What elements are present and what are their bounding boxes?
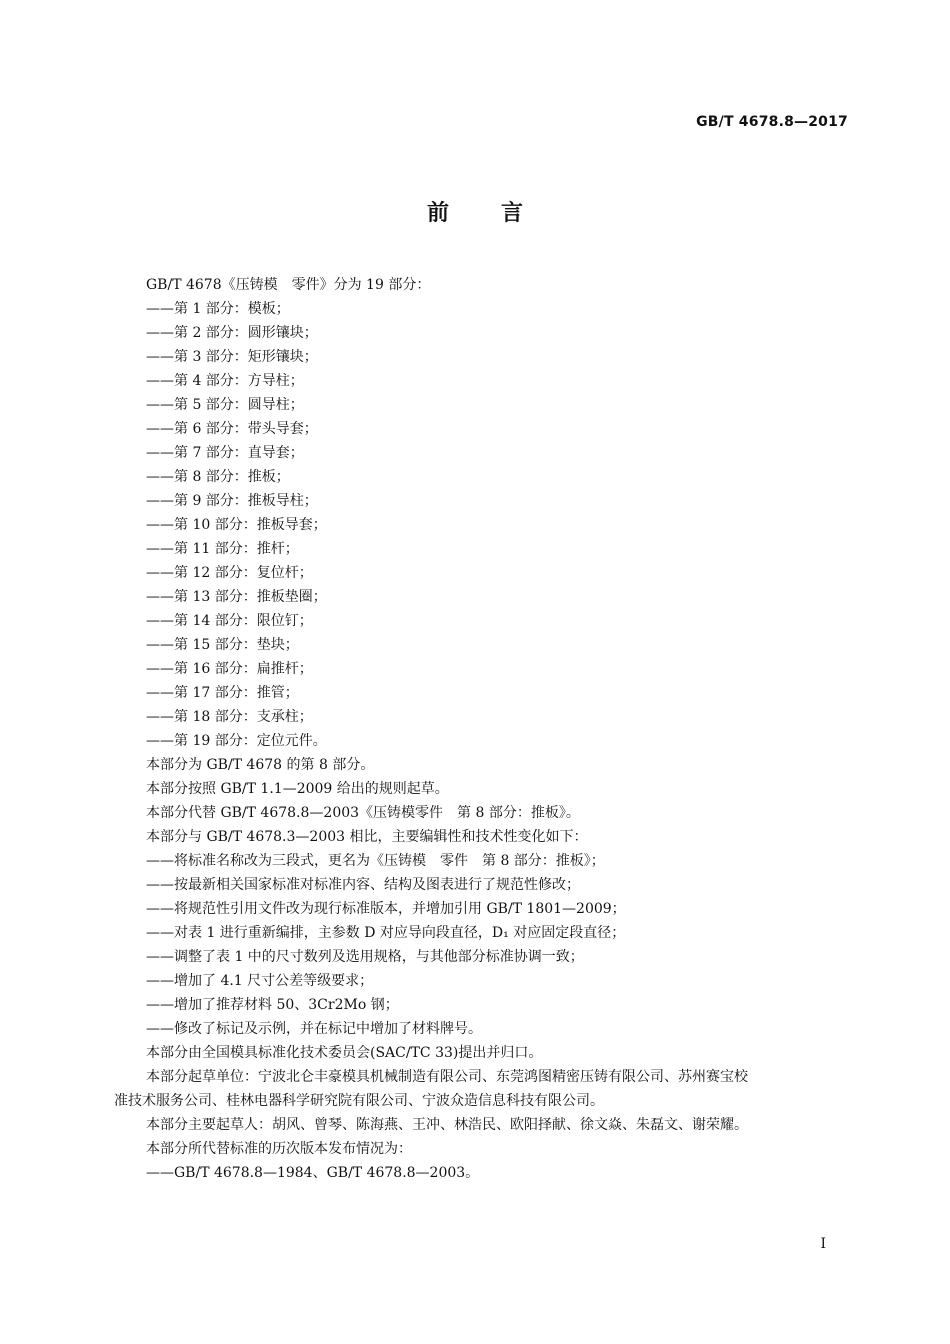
paragraph-line: 本部分所代替标准的历次版本发布情况为：: [146, 1141, 412, 1157]
paragraph-line: 准技术服务公司、桂林电器科学研究院有限公司、宁波众造信息科技有限公司。: [114, 1093, 604, 1109]
list-item: ——第 13 部分：推板垫圈；: [146, 589, 327, 605]
list-item: ——第 15 部分：垫块；: [146, 637, 299, 653]
list-item: ——第 17 部分：推管；: [146, 685, 299, 701]
list-item: ——调整了表 1 中的尺寸数列及选用规格，与其他部分标准协调一致；: [146, 949, 584, 965]
list-item: ——第 9 部分：推板导柱；: [146, 493, 318, 509]
list-item: ——第 5 部分：圆导柱；: [146, 397, 304, 413]
paragraph-line: 本部分由全国模具标准化技术委员会(SAC/TC 33)提出并归口。: [146, 1045, 543, 1061]
page-number: I: [820, 1236, 826, 1252]
list-item: ——将规范性引用文件改为现行标准版本，并增加引用 GB/T 1801—2009；: [146, 901, 626, 917]
title-char-1: 前: [426, 201, 449, 226]
paragraph-line: GB/T 4678《压铸模 零件》分为 19 部分：: [146, 277, 431, 293]
paragraph-line: 本部分起草单位：宁波北仑丰豪模具机械制造有限公司、东莞鸿图精密压铸有限公司、苏州赛宝校: [146, 1069, 748, 1085]
list-item: ——第 18 部分：支承柱；: [146, 709, 313, 725]
standard-number: GB/T 4678.8—2017: [696, 114, 848, 130]
list-item: ——第 3 部分：矩形镶块；: [146, 349, 318, 365]
list-item: ——第 11 部分：推杆；: [146, 541, 299, 557]
page-title: [0, 196, 950, 227]
list-item: ——第 2 部分：圆形镶块；: [146, 325, 318, 341]
list-item: ——第 6 部分：带头导套；: [146, 421, 318, 437]
list-item: ——按最新相关国家标准对标准内容、结构及图表进行了规范性修改；: [146, 877, 580, 893]
list-item: ——GB/T 4678.8—1984、GB/T 4678.8—2003。: [146, 1165, 480, 1181]
list-item: ——第 14 部分：限位钉；: [146, 613, 313, 629]
list-item: ——增加了推荐材料 50、3Cr2Mo 钢；: [146, 997, 399, 1013]
list-item: ——第 16 部分：扁推杆；: [146, 661, 313, 677]
list-item: ——第 7 部分：直导套；: [146, 445, 304, 461]
title-char-2: 言: [501, 201, 524, 226]
list-item: ——第 4 部分：方导柱；: [146, 373, 304, 389]
foreword-body: [0, 273, 950, 1185]
paragraph-line: 本部分与 GB/T 4678.3—2003 相比，主要编辑性和技术性变化如下：: [146, 829, 588, 845]
list-item: ——第 19 部分：定位元件。: [146, 733, 327, 749]
list-item: ——将标准名称改为三段式，更名为《压铸模 零件 第 8 部分：推板》；: [146, 853, 605, 869]
list-item: ——修改了标记及示例，并在标记中增加了材料牌号。: [146, 1021, 482, 1037]
list-item: ——第 8 部分：推板；: [146, 469, 290, 485]
paragraph-line: 本部分代替 GB/T 4678.8—2003《压铸模零件 第 8 部分：推板》。: [146, 805, 580, 821]
paragraph-line: 本部分按照 GB/T 1.1—2009 给出的规则起草。: [146, 781, 449, 797]
list-item: ——对表 1 进行重新编排，主参数 D 对应导向段直径，D₁ 对应固定段直径；: [146, 925, 626, 941]
paragraph-line: 本部分为 GB/T 4678 的第 8 部分。: [146, 757, 375, 773]
list-item: ——第 12 部分：复位杆；: [146, 565, 313, 581]
list-item: ——第 1 部分：模板；: [146, 301, 290, 317]
paragraph-line: 本部分主要起草人：胡风、曾琴、陈海燕、王冲、林浩民、欧阳择献、徐文焱、朱磊文、谢荣耀。: [146, 1117, 748, 1133]
list-item: ——增加了 4.1 尺寸公差等级要求；: [146, 973, 374, 989]
list-item: ——第 10 部分：推板导套；: [146, 517, 327, 533]
